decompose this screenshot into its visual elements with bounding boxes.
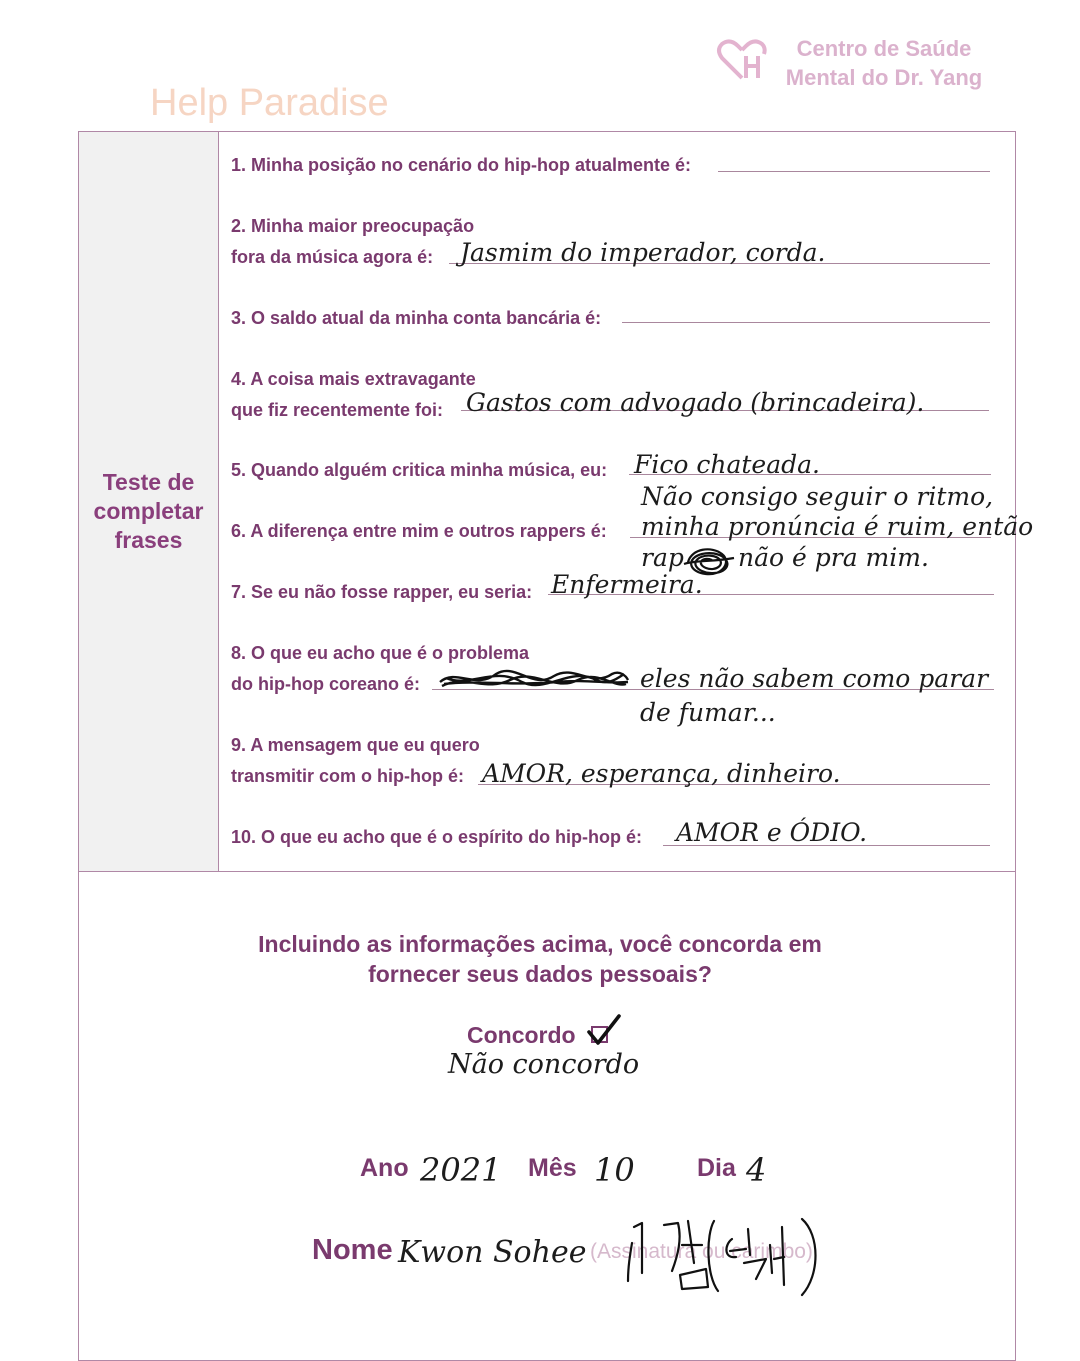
clinic-name-line1: Centro de Saúde xyxy=(796,36,972,61)
checkmark-icon xyxy=(586,1014,622,1048)
month-label: Mês xyxy=(528,1154,577,1182)
question-3-label: 3. O saldo atual da minha conta bancária é: xyxy=(231,308,602,328)
question-9-label-line2: transmitir com o hip-hop é: xyxy=(231,766,465,786)
question-4-label-line1: 4. A coisa mais extravagante xyxy=(231,369,476,389)
month-value[interactable]: 10 xyxy=(594,1151,635,1189)
question-2-label-line2: fora da música agora é: xyxy=(231,247,434,267)
signature-stamp[interactable] xyxy=(606,1215,841,1297)
sidebar-title xyxy=(79,468,218,555)
answer-4-text: Gastos com advogado (brincadeira). xyxy=(466,388,925,417)
day-label: Dia xyxy=(697,1154,736,1182)
year-label: Ano xyxy=(360,1154,409,1182)
clinic-name-line2: Mental do Dr. Yang xyxy=(785,65,983,90)
question-10-label: 10. O que eu acho que é o espírito do hip-hop é: xyxy=(231,827,643,847)
sidebar-title-line3: frases xyxy=(114,527,183,553)
answer-2-text: Jasmim do imperador, corda. xyxy=(460,238,826,267)
question-7-label: 7. Se eu não fosse rapper, eu seria: xyxy=(231,582,533,602)
question-1-label: 1. Minha posição no cenário do hip-hop atualmente é: xyxy=(231,155,692,175)
answer-5-text: Fico chateada. xyxy=(634,450,820,479)
clinic-logo-icon xyxy=(716,38,768,82)
question-8-label-line1: 8. O que eu acho que é o problema xyxy=(231,643,530,663)
brand-title: Help Paradise xyxy=(150,82,389,124)
name-value[interactable]: Kwon Sohee xyxy=(398,1235,587,1270)
signature-hint: (Assinatura ou carimbo) xyxy=(590,1240,813,1263)
question-6-label: 6. A diferença entre mim e outros rappers é: xyxy=(231,521,607,541)
sidebar-title-line1: Teste de xyxy=(102,469,195,495)
clinic-name xyxy=(774,34,994,92)
question-9-label-line1: 9. A mensagem que eu quero xyxy=(231,735,480,755)
disagree-handwritten: Não concordo xyxy=(448,1049,640,1080)
answer-6-text-line2: minha pronúncia é ruim, então xyxy=(641,512,1034,541)
agree-label: Concordo xyxy=(467,1022,576,1048)
answer-10-text: AMOR e ÓDIO. xyxy=(676,818,868,847)
consent-question xyxy=(140,929,940,989)
form-sidebar xyxy=(79,132,219,871)
consent-question-line2: fornecer seus dados pessoais? xyxy=(368,961,712,987)
question-4-label-line2: que fiz recentemente foi: xyxy=(231,400,444,420)
answer-3-line[interactable] xyxy=(622,322,990,323)
answer-6-text-line1: Não consigo seguir o ritmo, xyxy=(641,482,994,511)
answer-9-text: AMOR, esperança, dinheiro. xyxy=(482,759,841,788)
sidebar-title-line2: completar xyxy=(93,498,204,524)
question-8-label-line2: do hip-hop coreano é: xyxy=(231,674,420,694)
year-value[interactable]: 2021 xyxy=(420,1151,502,1189)
answer-8-text-line2: de fumar... xyxy=(640,698,776,727)
question-5-label: 5. Quando alguém critica minha música, eu: xyxy=(231,460,608,480)
answer-6-text-line3b: não é pra mim. xyxy=(738,543,929,572)
name-label: Nome xyxy=(312,1234,393,1266)
scribble-out-mark-2 xyxy=(436,660,632,696)
answer-8-text-line1: eles não sabem como parar xyxy=(640,664,989,693)
section-divider xyxy=(79,871,1015,872)
day-value[interactable]: 4 xyxy=(746,1151,767,1189)
answer-1-line[interactable] xyxy=(718,171,990,172)
answer-7-text: Enfermeira. xyxy=(551,570,703,599)
consent-question-line1: Incluindo as informações acima, você concorda em xyxy=(258,931,822,957)
question-2-label-line1: 2. Minha maior preocupação xyxy=(231,216,475,236)
answer-6-text-line3a: rap xyxy=(641,543,684,572)
